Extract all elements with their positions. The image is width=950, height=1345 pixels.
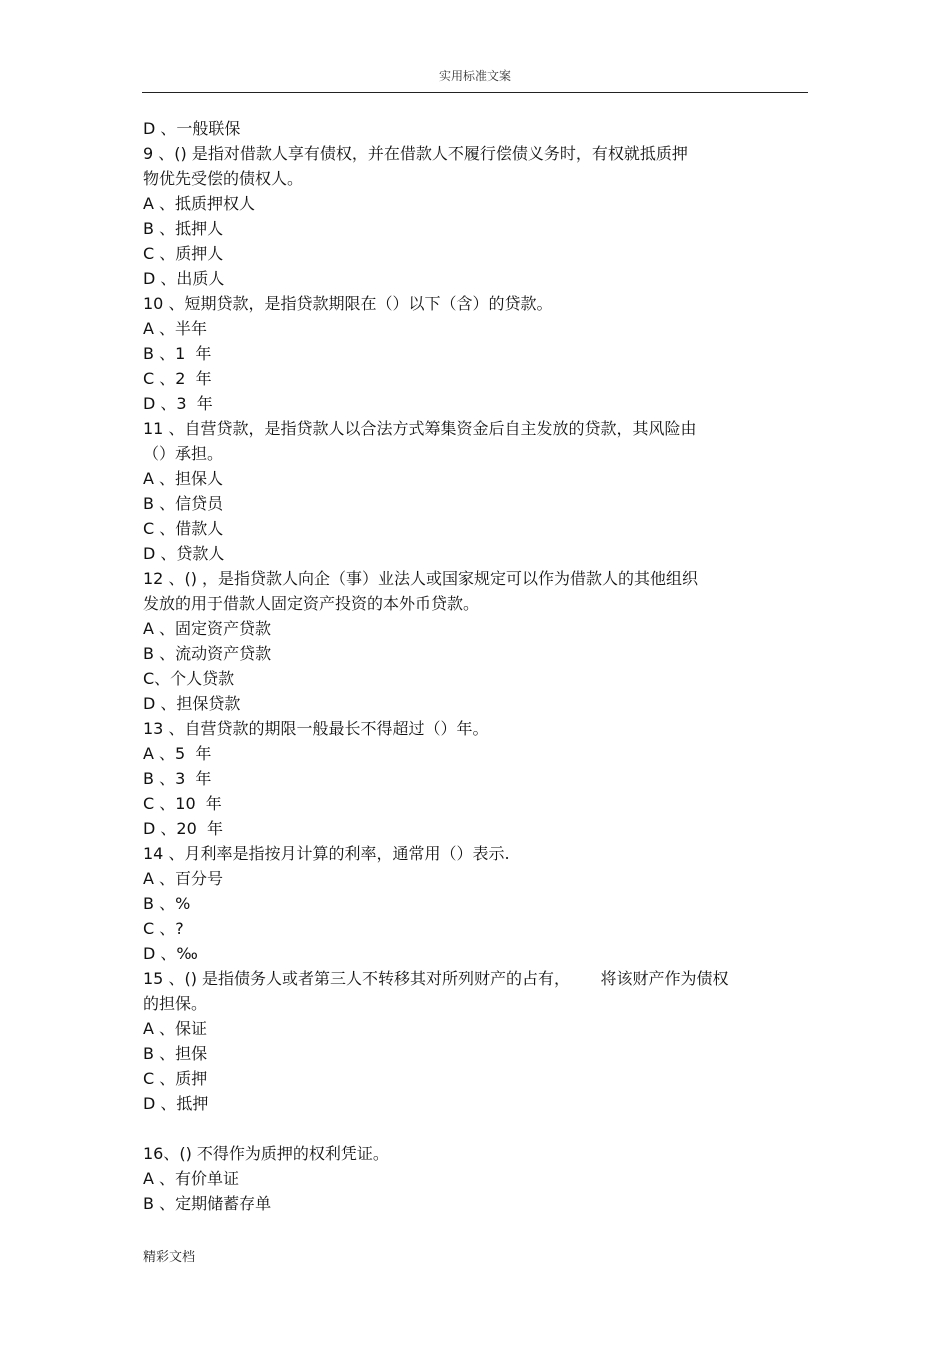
question-9: 9 、() 是指对借款人享有债权，并在借款人不履行偿债义务时，有权就抵质押: [143, 144, 688, 163]
option-line: B 、担保: [143, 1044, 208, 1063]
option-line: A 、百分号: [143, 869, 224, 888]
question-12: 12 、() ，是指贷款人向企（事）业法人或国家规定可以作为借款人的其他组织: [143, 569, 699, 588]
question-16: 16、() 不得作为质押的权利凭证。: [143, 1144, 389, 1163]
document-body: [143, 116, 807, 1216]
option-line: A 、5 年: [143, 744, 212, 763]
option-line: B 、流动资产贷款: [143, 644, 272, 663]
option-line: D 、贷款人: [143, 544, 225, 563]
text-line: 发放的用于借款人固定资产投资的本外币贷款。: [143, 594, 480, 613]
option-line: C 、2 年: [143, 369, 212, 388]
question-14: 14 、月利率是指按月计算的利率，通常用（）表示.: [143, 844, 510, 863]
option-line: B 、3 年: [143, 769, 212, 788]
option-line: B 、定期储蓄存单: [143, 1194, 272, 1213]
question-11: 11 、自营贷款，是指贷款人以合法方式筹集资金后自主发放的贷款，其风险由: [143, 419, 697, 438]
option-line: A 、保证: [143, 1019, 208, 1038]
paragraph-gap: [143, 1116, 807, 1141]
option-line: A 、有价单证: [143, 1169, 240, 1188]
option-line: A 、半年: [143, 319, 208, 338]
question-10: 10 、短期贷款，是指贷款期限在（）以下（含）的贷款。: [143, 294, 553, 313]
text-line: D 、一般联保: [143, 119, 241, 138]
header-title: 实用标准文案: [438, 69, 511, 83]
option-line: D 、抵押: [143, 1094, 209, 1113]
question-13: 13 、自营贷款的期限一般最长不得超过（）年。: [143, 719, 489, 738]
page-footer: 精彩文档: [143, 1250, 196, 1265]
option-line: C、个人贷款: [143, 669, 235, 688]
option-line: C 、10 年: [143, 794, 222, 813]
page-header: [142, 62, 808, 93]
option-line: A 、固定资产贷款: [143, 619, 272, 638]
option-line: C 、?: [143, 919, 184, 938]
option-line: D 、3 年: [143, 394, 213, 413]
text-line: （）承担。: [143, 444, 224, 463]
option-line: A 、抵质押权人: [143, 194, 256, 213]
option-line: B 、抵押人: [143, 219, 224, 238]
option-line: B 、信贷员: [143, 494, 224, 513]
option-line: D 、‰: [143, 944, 198, 963]
option-line: C 、质押人: [143, 244, 224, 263]
text-line: 物优先受偿的债权人。: [143, 169, 304, 188]
option-line: B 、1 年: [143, 344, 212, 363]
option-line: D 、出质人: [143, 269, 225, 288]
option-line: C 、借款人: [143, 519, 224, 538]
question-15: 15 、() 是指债务人或者第三人不转移其对所列财产的占有， 将该财产作为债权: [143, 969, 729, 988]
option-line: D 、担保贷款: [143, 694, 241, 713]
option-line: B 、%: [143, 894, 191, 913]
text-line: 的担保。: [143, 994, 208, 1013]
option-line: C 、质押: [143, 1069, 208, 1088]
option-line: A 、担保人: [143, 469, 224, 488]
option-line: D 、20 年: [143, 819, 223, 838]
